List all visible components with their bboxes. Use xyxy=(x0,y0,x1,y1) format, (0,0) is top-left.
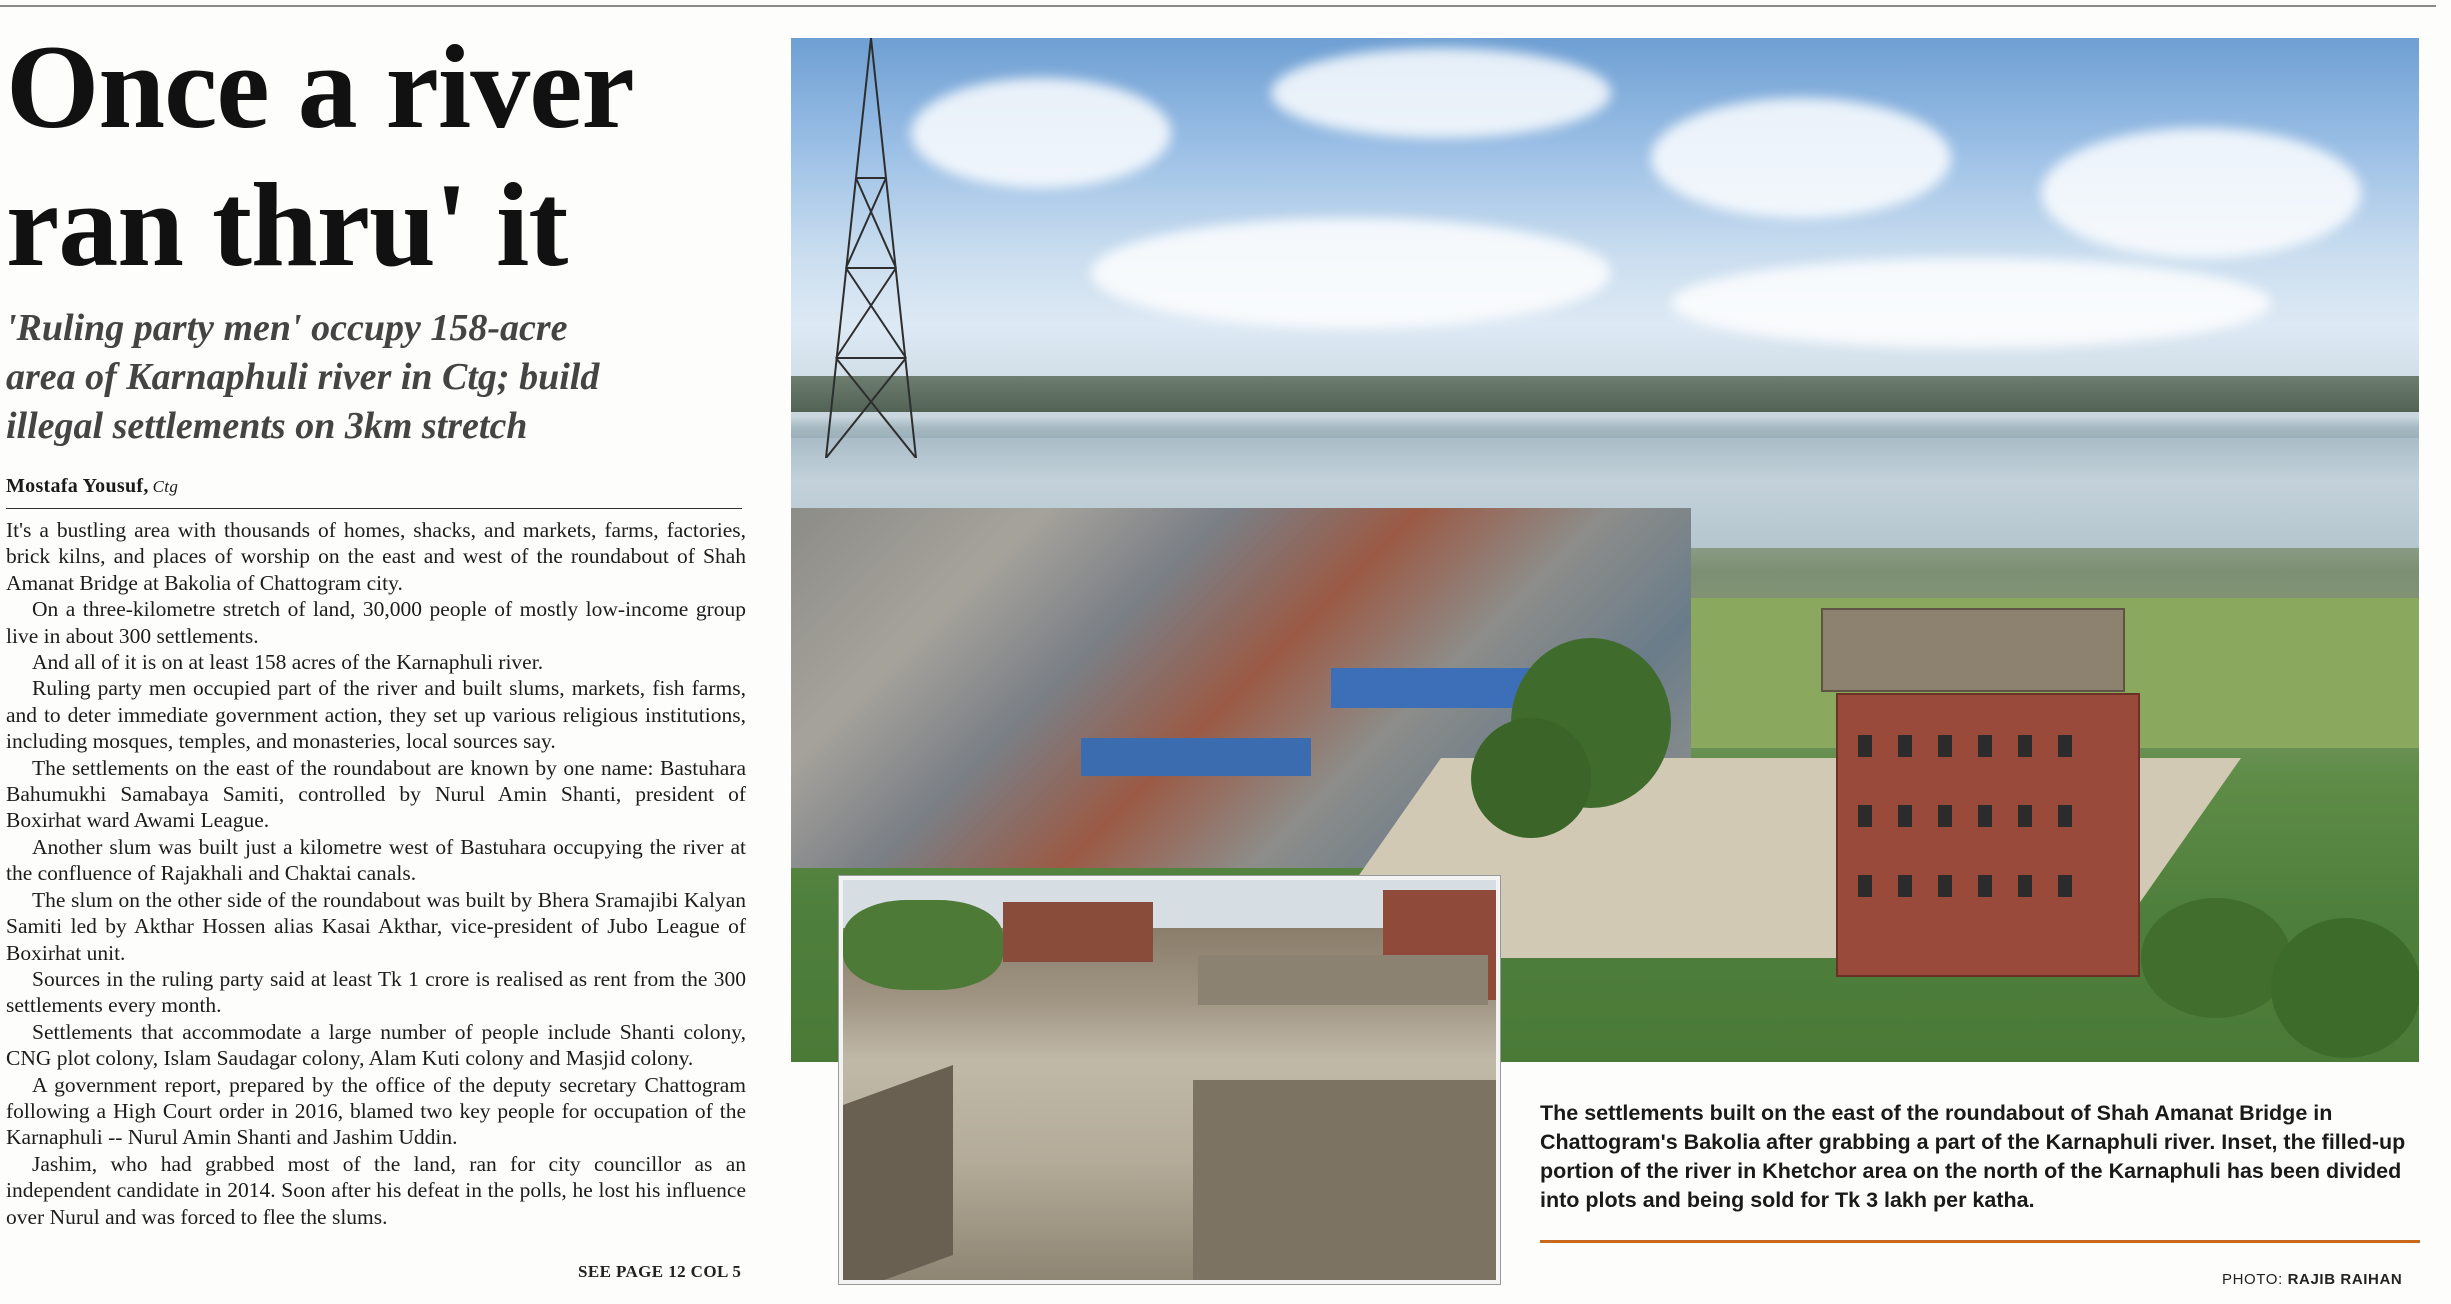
paragraph: Another slum was built just a kilometre west of Bastuhara occupying the river at the confluence of Rajakhali and Chaktai canals. xyxy=(6,834,746,886)
cloud xyxy=(2041,128,2361,258)
deck xyxy=(6,304,746,451)
top-rule xyxy=(0,5,2436,7)
inset-trees xyxy=(843,900,1003,990)
caption-rule xyxy=(1540,1240,2420,1243)
paragraph: On a three-kilometre stretch of land, 30,000 people of mostly low-income group live in about 300 settlements. xyxy=(6,597,746,648)
paragraph: Settlements that accommodate a large number of people include Shanti colony, CNG plot colony, Islam Saudagar colony, Alam Kuti colony and Masjid colony. xyxy=(6,1019,746,1071)
cloud xyxy=(1651,98,1951,218)
paragraph: Sources in the ruling party said at least Tk 1 crore is realised as rent from the 300 settlements every month. xyxy=(6,966,746,1018)
credit-name: RAJIB RAIHAN xyxy=(2287,1271,2403,1288)
paragraph: Ruling party men occupied part of the river and built slums, markets, fish farms, and to deter immediate government action, they set up various religious institutions, including mosques, temples, and monasteries, local sources say. xyxy=(6,676,746,754)
cloud xyxy=(1671,258,2271,348)
deck-line-1: 'Ruling party men' occupy 158-acre xyxy=(6,307,568,349)
tree xyxy=(1471,718,1591,838)
far-riverbank xyxy=(791,376,2419,412)
tree xyxy=(2271,918,2419,1058)
byline-rule xyxy=(6,508,742,509)
blue-roof xyxy=(1081,738,1311,776)
cloud xyxy=(1091,218,1611,328)
headline-line-1: Once a river xyxy=(6,20,634,153)
headline-line-2: ran thru' it xyxy=(6,158,568,291)
byline-name: Mostafa Yousuf, xyxy=(6,475,149,497)
blue-roof xyxy=(1331,668,1531,708)
inset-brick-wall xyxy=(1003,902,1153,962)
cloud xyxy=(911,78,1171,188)
photo-credit xyxy=(2222,1271,2402,1288)
paragraph: A government report, prepared by the office of the deputy secretary Chattogram following a High Court order in 2016, blamed two key people for occupation of the Karnaphuli -- Nurul Amin Shanti and Jashim Uddin. xyxy=(6,1072,746,1150)
cloud xyxy=(1271,48,1611,138)
building xyxy=(1821,608,2125,692)
caption-line-1: The settlements built on the east of the roundabout of Shah Amanat Bridge in xyxy=(1540,1101,2333,1125)
byline-location: Ctg xyxy=(152,477,179,496)
article-body xyxy=(6,517,746,1230)
byline xyxy=(6,473,746,500)
headline xyxy=(6,18,746,294)
inset-plot xyxy=(1193,1080,1496,1280)
photo-caption xyxy=(1540,1099,2420,1215)
caption-line-4: into plots and being sold for Tk 3 lakh per katha. xyxy=(1540,1188,2035,1212)
inset-plot xyxy=(1198,955,1488,1005)
caption-line-2: Chattogram's Bakolia after grabbing a part of the Karnaphuli river. Inset, the filled-up xyxy=(1540,1130,2406,1154)
deck-line-2: area of Karnaphuli river in Ctg; build xyxy=(6,356,600,398)
tree xyxy=(2141,898,2291,1018)
jump-line[interactable]: SEE PAGE 12 COL 5 xyxy=(578,1262,742,1281)
inset-photo xyxy=(839,876,1500,1284)
inset-plot-edge xyxy=(843,1065,953,1284)
article-column xyxy=(6,18,746,1230)
credit-label: PHOTO: xyxy=(2222,1271,2283,1288)
paragraph: The slum on the other side of the roundabout was built by Bhera Sramajibi Kalyan Samiti led by Akthar Hossen alias Kasai Akthar, vice-president of Jubo League of Boxirhat unit. xyxy=(6,887,746,965)
transmission-tower xyxy=(816,38,926,458)
paragraph: It's a bustling area with thousands of homes, shacks, and markets, farms, factories, brick kilns, and places of worship on the east and west of the roundabout of Shah Amanat Bridge at Bakolia of Chattogram city. xyxy=(6,518,746,595)
paragraph: Jashim, who had grabbed most of the land, ran for city councillor as an independent candidate in 2014. Soon after his defeat in the polls, he lost his influence over Nurul and was forced to flee the slums. xyxy=(6,1151,746,1229)
deck-line-3: illegal settlements on 3km stretch xyxy=(6,405,528,447)
caption-line-3: portion of the river in Khetchor area on the north of the Karnaphuli has been divided xyxy=(1540,1159,2402,1183)
paragraph: And all of it is on at least 158 acres of the Karnaphuli river. xyxy=(32,650,544,675)
brick-building xyxy=(1836,693,2140,977)
paragraph: The settlements on the east of the roundabout are known by one name: Bastuhara Bahumukhi Samabaya Samiti, controlled by Nurul Amin Shanti, president of Boxirhat ward Awami League. xyxy=(6,755,746,833)
